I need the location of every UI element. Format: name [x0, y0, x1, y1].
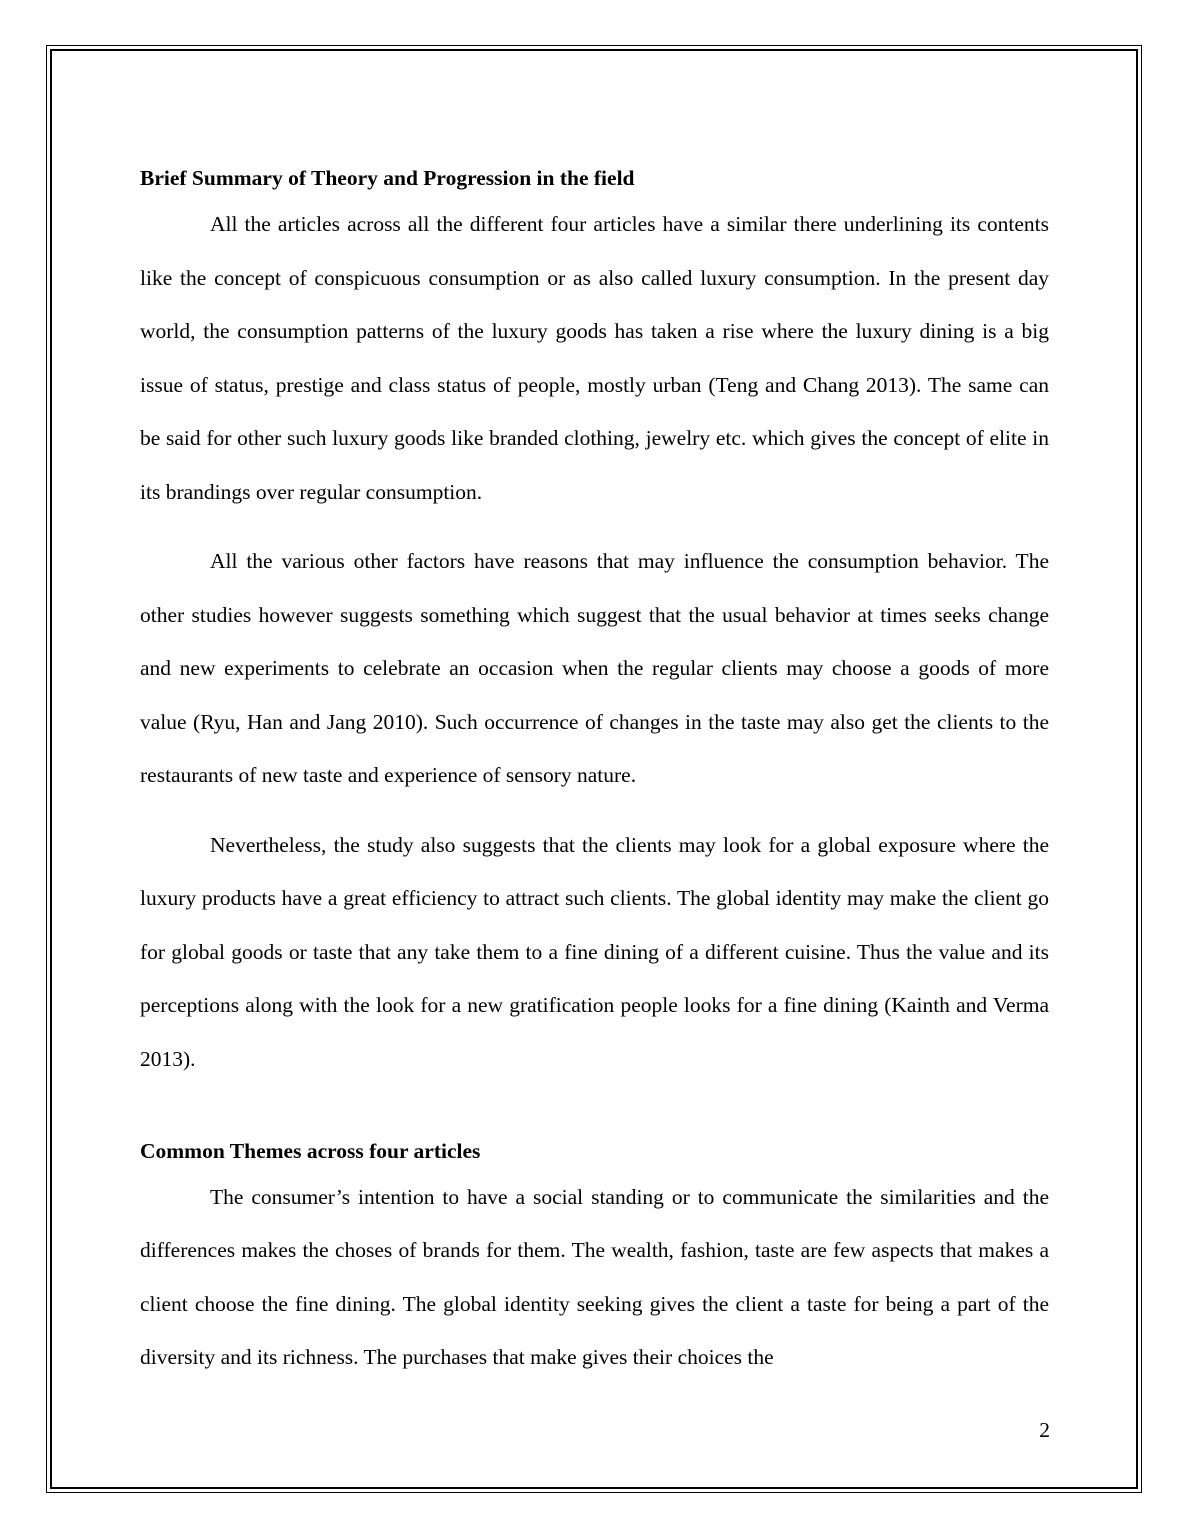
- paragraph: The consumer’s intention to have a social standing or to communicate the similarities and the differences makes the choses of brands for them. The wealth, fashion, taste are few aspects that makes a client choose the fine dining. The global identity seeking gives the client a taste for being a part of the diversity and its richness. The purchases that make gives their choices the: [140, 1184, 1049, 1370]
- paragraph: All the various other factors have reasons that may influence the consumption behavior. The other studies however suggests something which suggest that the usual behavior at times seeks change and new experiments to celebrate an occasion when the regular clients may choose a goods of more value (Ryu, Han and Jang 2010). Such occurrence of changes in the taste may also get the clients to the restaurants of new taste and experience of sensory nature.: [140, 549, 1049, 788]
- paragraph: All the articles across all the different four articles have a similar there underlining its contents like the concept of conspicuous consumption or as also called luxury consumption. In the present day world, the consumption patterns of the luxury goods has taken a rise where the luxury dining is a big issue of status, prestige and class status of people, mostly urban (Teng and Chang 2013). The same can be said for other such luxury goods like branded clothing, jewelry etc. which gives the concept of elite in its brandings over regular consumption.: [140, 212, 1049, 504]
- document-body: [140, 162, 1049, 1385]
- section-heading-common-themes: Common Themes across four articles: [140, 1138, 481, 1163]
- paragraph: Nevertheless, the study also suggests that the clients may look for a global exposure where the luxury products have a great efficiency to attract such clients. The global identity may make the client go for global goods or taste that any take them to a fine dining of a different cuisine. Thus the value and its perceptions along with the look for a new gratification people looks for a fine dining (Kainth and Verma 2013).: [140, 832, 1049, 1071]
- page-number: 2: [1039, 1418, 1050, 1442]
- section-heading-summary: Brief Summary of Theory and Progression in the field: [140, 166, 635, 190]
